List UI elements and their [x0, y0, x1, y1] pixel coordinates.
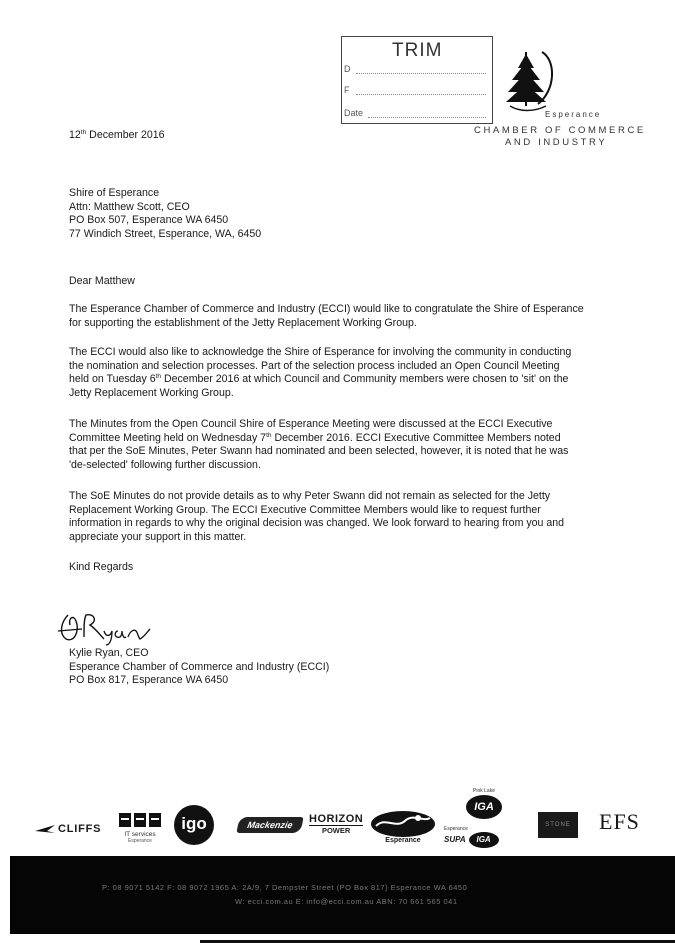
address-line: 77 Windich Street, Esperance, WA, 6450 [69, 227, 262, 240]
cliffs-wordmark: CLIFFS [57, 823, 102, 835]
pine-tree-logo [498, 46, 558, 114]
sponsor-dark-box: STONE [538, 812, 578, 838]
trim-row-d: D [344, 64, 351, 74]
paragraph-3 [69, 418, 609, 472]
it-services-subtext: Esperance [128, 838, 152, 844]
sponsor-mackenzie: Mackenzie [236, 817, 303, 833]
esperance-wave-icon [370, 808, 436, 838]
paragraph-2 [69, 346, 609, 400]
paragraph-4 [69, 490, 609, 544]
it-services-logo-icon [118, 812, 162, 828]
trim-row-f: F [344, 85, 350, 95]
recipient-address [69, 187, 261, 241]
horizon-subtext: POWER [321, 826, 351, 835]
sponsor-efs: EFS [599, 809, 640, 834]
address-line: Attn: Matthew Scott, CEO [69, 200, 190, 213]
paragraph-line: Replacement Working Group. The ECCI Executive Committee Members would like to request further [69, 503, 541, 516]
paragraph-line: for supporting the establishment of the Jetty Replacement Working Group. [69, 316, 417, 329]
paragraph-line: appreciate your support in this matter. [69, 530, 247, 543]
sponsor-esperance-shire [370, 808, 436, 844]
salutation: Dear Matthew [69, 275, 135, 287]
letter-date: 12th December 2016 [69, 129, 165, 141]
supa-text: SUPA [444, 835, 466, 844]
supa-iga-logo: IGA [469, 832, 499, 848]
paragraph-line: 'de-selected' following further discussion. [69, 458, 261, 471]
trim-stamp-title: TRIM [392, 40, 443, 61]
address-line: Shire of Esperance [69, 187, 160, 199]
paragraph-1 [69, 303, 609, 330]
it-services-text: IT services [124, 831, 156, 838]
footer-contact: P: 08 9071 5142 F: 08 9072 1965 A: 2A/9, 7 Dempster Street (PO Box 817) Esperance WA 6450 [102, 883, 468, 892]
address-line: PO Box 507, Esperance WA 6450 [69, 214, 229, 227]
paragraph-line: The ECCI would also like to acknowledge the Shire of Esperance for involving the community in conducting [69, 346, 572, 358]
supa-location: Esperance [444, 826, 468, 832]
brand-chamber: CHAMBER OF COMMERCE [474, 125, 646, 136]
footer-band [10, 856, 675, 934]
signer-line: PO Box 817, Esperance WA 6450 [69, 674, 229, 687]
paragraph-line: The Esperance Chamber of Commerce and Industry (ECCI) would like to congratulate the Shire of Esperance [69, 303, 584, 315]
paragraph-line: the nomination and selection processes. Part of the selection process included an Open Council Meeting [69, 359, 560, 372]
sponsor-it-services [118, 812, 162, 844]
esperance-wordmark: Esperance [385, 837, 421, 844]
paragraph-line: Jetty Replacement Working Group. [69, 386, 234, 399]
paragraph-line: that per the SoE Minutes, Peter Swann had nominated and been selected, however, it is noted that he was [69, 445, 569, 458]
iga-location: Pink Lake [473, 788, 495, 794]
horizon-wordmark: HORIZON [309, 813, 364, 825]
paragraph-line: information in regards to why the original decision was changed. We look forward to hearing from you and [69, 517, 565, 530]
handwritten-signature [54, 609, 164, 649]
iga-logo: IGA [466, 795, 502, 819]
signer-block [69, 647, 329, 688]
closing: Kind Regards [69, 561, 134, 573]
footer-web: W: ecci.com.au E: info@ecci.com.au ABN: 70 661 565 041 [235, 897, 458, 906]
signer-line: Esperance Chamber of Commerce and Industry (ECCI) [69, 660, 330, 673]
trim-row-date: Date [344, 108, 363, 118]
paragraph-line: The Minutes from the Open Council Shire of Esperance Meeting were discussed at the ECCI Executive [69, 418, 553, 430]
sponsor-cliffs [35, 823, 101, 835]
brand-industry: AND INDUSTRY [505, 137, 608, 148]
paragraph-line: Committee Meeting held on Wednesday 7th December 2016. ECCI Executive Committee Members noted [69, 431, 561, 444]
paragraph-line: held on Tuesday 6th December 2016 at which Council and Community members were chosen to 'sit' on the [69, 373, 569, 386]
bottom-rule [200, 940, 675, 943]
cliffs-arrow-icon [35, 823, 55, 835]
sponsor-esperance-supa-iga [444, 826, 514, 848]
brand-esperance: Esperance [545, 110, 602, 119]
paragraph-line: The SoE Minutes do not provide details as to why Peter Swann did not remain as selected for the Jetty [69, 490, 551, 502]
signer-line: Kylie Ryan, CEO [69, 647, 149, 659]
sponsor-horizon-power [309, 813, 363, 835]
sponsor-igo: igo [174, 805, 214, 845]
sponsor-pink-lake-iga [464, 788, 504, 819]
